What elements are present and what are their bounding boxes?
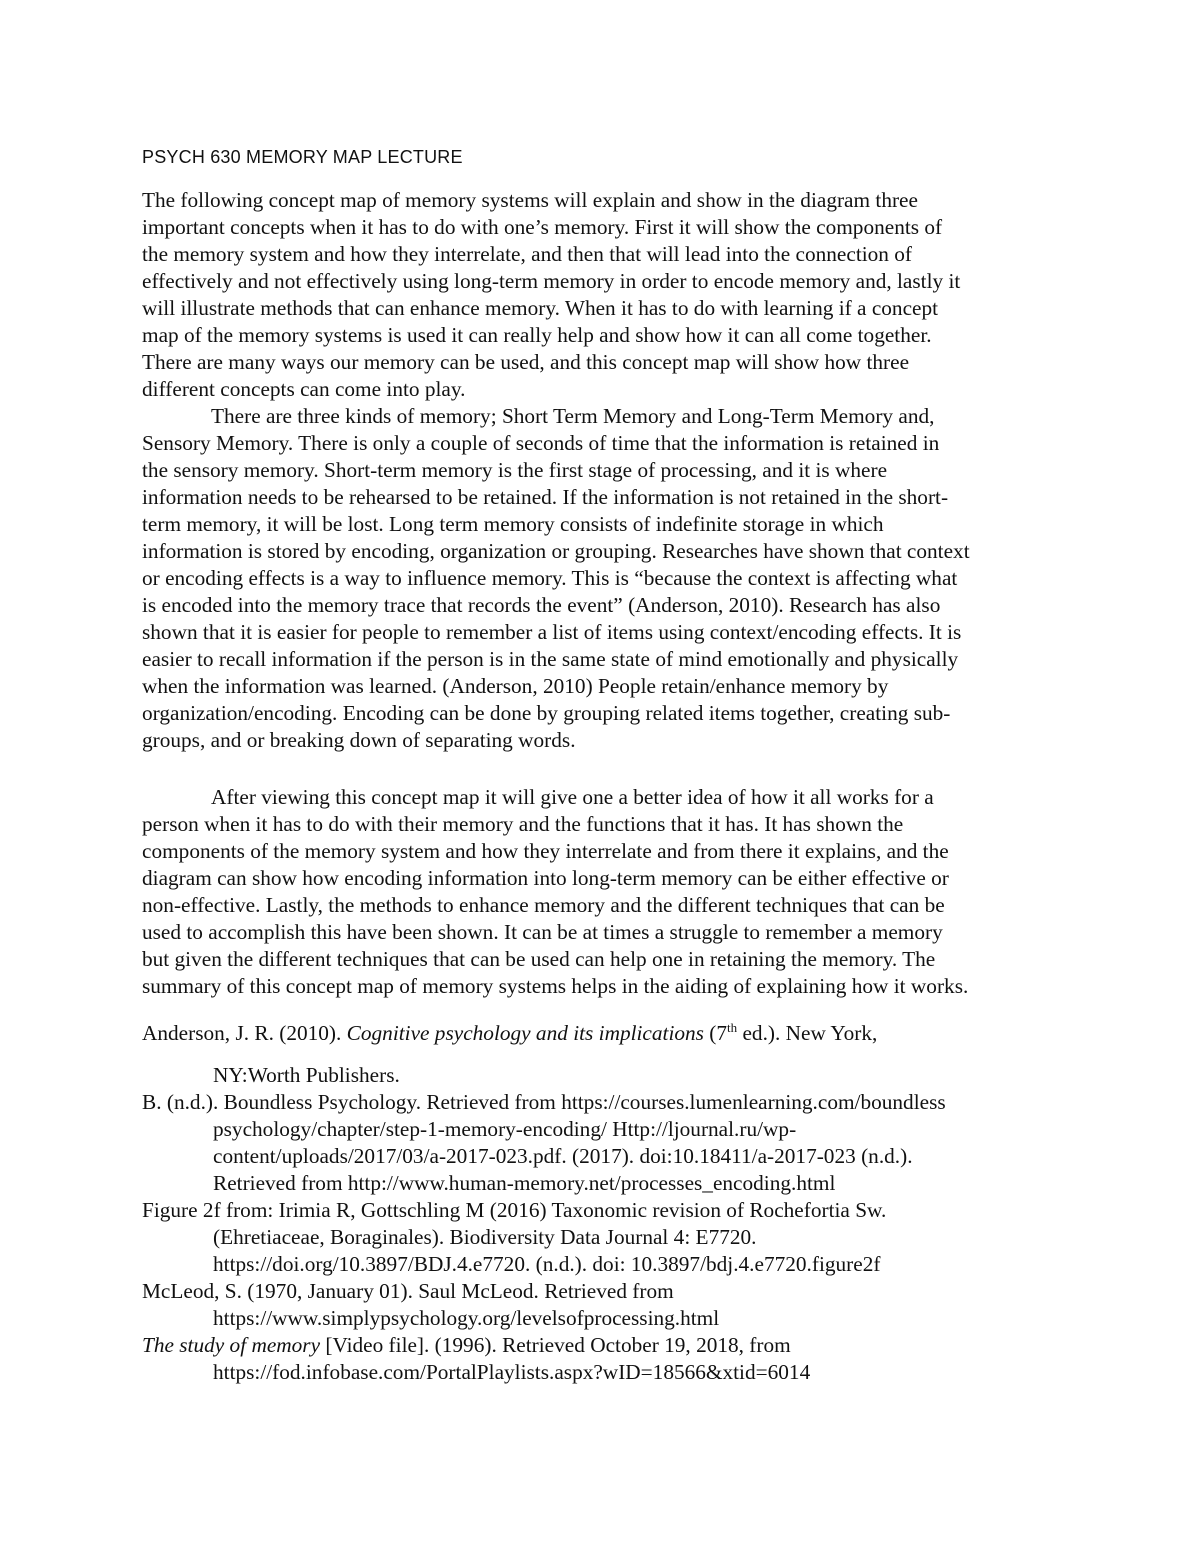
references-list — [142, 1020, 1082, 1386]
text-line: summary of this concept map of memory systems helps in the aiding of explaining how it works. — [142, 974, 969, 998]
reference-book-title: Cognitive psychology and its implications — [346, 1021, 704, 1045]
paragraph-intro — [142, 187, 1062, 403]
text-line: easier to recall information if the person is in the same state of mind emotionally and physically — [142, 647, 959, 671]
text-line: The following concept map of memory systems will explain and show in the diagram three — [142, 188, 918, 212]
text-line: Sensory Memory. There is only a couple of seconds of time that the information is retained in — [142, 431, 940, 455]
text-line: important concepts when it has to do with one’s memory. First it will show the components of — [142, 215, 943, 239]
reference-line: NY:Worth Publishers. — [213, 1063, 400, 1087]
reference-anderson — [142, 1020, 1082, 1089]
reference-line: https://fod.infobase.com/PortalPlaylists.aspx?wID=18566&xtid=6014 — [213, 1360, 811, 1384]
text-line: information is stored by encoding, organization or grouping. Researches have shown that context — [142, 539, 970, 563]
reference-video-details: [Video file]. (1996). Retrieved October 19, 2018, from — [320, 1333, 791, 1357]
reference-line — [142, 1332, 1082, 1359]
text-line: organization/encoding. Encoding can be done by grouping related items together, creating sub- — [142, 701, 951, 725]
text-line: There are many ways our memory can be used, and this concept map will show how three — [142, 350, 910, 374]
reference-edition: (7 — [703, 1021, 728, 1045]
text-line: information needs to be rehearsed to be retained. If the information is not retained in the short- — [142, 485, 949, 509]
reference-line: Figure 2f from: Irimia R, Gottschling M (2016) Taxonomic revision of Rochefortia Sw. — [142, 1198, 887, 1222]
reference-line: Retrieved from http://www.human-memory.net/processes_encoding.html — [213, 1171, 836, 1195]
paragraph-summary — [142, 784, 1062, 1000]
reference-authors: Anderson, J. R. (2010). — [142, 1021, 347, 1045]
text-line: the memory system and how they interrelate, and then that will lead into the connection of — [142, 242, 913, 266]
text-line: components of the memory system and how they interrelate and from there it explains, and the — [142, 839, 949, 863]
reference-line: (Ehretiaceae, Boraginales). Biodiversity Data Journal 4: E7720. — [213, 1225, 757, 1249]
reference-mcleod — [142, 1278, 1082, 1332]
reference-irimia — [142, 1197, 1082, 1278]
reference-line: B. (n.d.). Boundless Psychology. Retrieved from https://courses.lumenlearning.com/boundless — [142, 1090, 946, 1114]
reference-line: https://www.simplypsychology.org/levelsofprocessing.html — [213, 1306, 720, 1330]
text-line: or encoding effects is a way to influence memory. This is “because the context is affecting what — [142, 566, 958, 590]
text-line: will illustrate methods that can enhance memory. When it has to do with learning if a concept — [142, 296, 939, 320]
reference-line: content/uploads/2017/03/a-2017-023.pdf. (2017). doi:10.18411/a-2017-023 (n.d.). — [213, 1144, 913, 1168]
text-line: effectively and not effectively using long-term memory in order to encode memory and, lastly it — [142, 269, 961, 293]
text-line: non-effective. Lastly, the methods to enhance memory and the different techniques that can be — [142, 893, 945, 917]
text-line: After viewing this concept map it will give one a better idea of how it all works for a — [211, 785, 934, 809]
text-line: diagram can show how encoding information into long-term memory can be either effective or — [142, 866, 949, 890]
reference-study-of-memory — [142, 1332, 1082, 1386]
paragraph-memory-kinds — [142, 403, 1062, 754]
text-line: person when it has to do with their memory and the functions that it has. It has shown the — [142, 812, 904, 836]
edition-superscript: th — [727, 1019, 738, 1035]
text-line: is encoded into the memory trace that records the event” (Anderson, 2010). Research has also — [142, 593, 941, 617]
reference-line — [142, 1020, 1082, 1047]
text-line: used to accomplish this have been shown. It can be at times a struggle to remember a memory — [142, 920, 943, 944]
text-line: groups, and or breaking down of separating words. — [142, 728, 576, 752]
text-line: shown that it is easier for people to remember a list of items using context/encoding effects. It is — [142, 620, 962, 644]
text-line: when the information was learned. (Anderson, 2010) People retain/enhance memory by — [142, 674, 889, 698]
reference-line: McLeod, S. (1970, January 01). Saul McLeod. Retrieved from — [142, 1279, 674, 1303]
reference-line: https://doi.org/10.3897/BDJ.4.e7720. (n.d.). doi: 10.3897/bdj.4.e7720.figure2f — [213, 1252, 881, 1276]
reference-boundless — [142, 1089, 1082, 1197]
document-title: PSYCH 630 MEMORY MAP LECTURE — [142, 147, 463, 167]
text-line: There are three kinds of memory; Short Term Memory and Long-Term Memory and, — [211, 404, 935, 428]
reference-video-title: The study of memory — [142, 1333, 321, 1357]
text-line: map of the memory systems is used it can really help and show how it can all come together. — [142, 323, 932, 347]
reference-publisher-city: ed.). New York, — [737, 1021, 878, 1045]
text-line: the sensory memory. Short-term memory is the first stage of processing, and it is where — [142, 458, 888, 482]
text-line: but given the different techniques that can be used can help one in retaining the memory. The — [142, 947, 936, 971]
text-line: different concepts can come into play. — [142, 377, 466, 401]
reference-line: psychology/chapter/step-1-memory-encoding/ Http://ljournal.ru/wp- — [213, 1117, 797, 1141]
text-line: term memory, it will be lost. Long term memory consists of indefinite storage in which — [142, 512, 884, 536]
